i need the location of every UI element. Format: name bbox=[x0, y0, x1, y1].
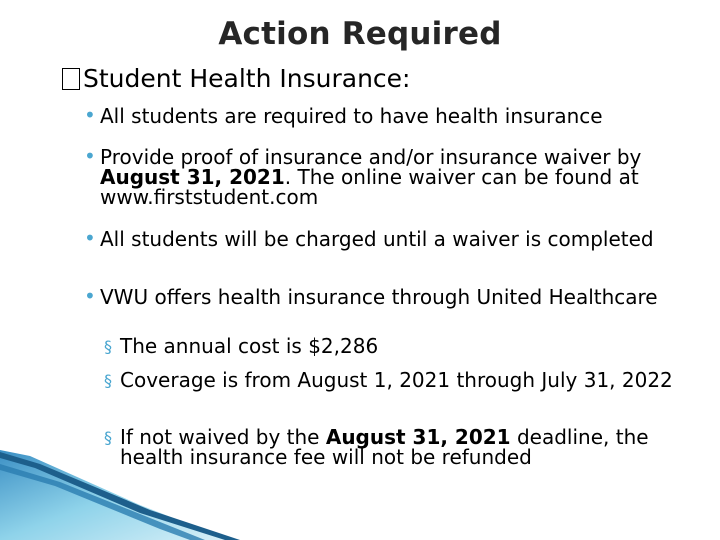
bullet-item bbox=[84, 226, 704, 251]
section-heading-text: Student Health Insurance: bbox=[83, 64, 411, 93]
bullet-text bbox=[84, 144, 704, 209]
bullet-text: All students will be charged until a waiver is completed bbox=[100, 227, 654, 251]
deadline-date: August 31, 2021 bbox=[100, 165, 285, 189]
bullet-text-part: Provide proof of insurance and/or insurance waiver by bbox=[100, 145, 642, 169]
square-bullet-icon: § bbox=[104, 428, 112, 447]
square-bullet-icon: § bbox=[104, 371, 112, 390]
bullet-text: VWU offers health insurance through United Healthcare bbox=[100, 285, 658, 309]
bullet-item bbox=[84, 103, 704, 128]
sub-bullet-text: The annual cost is $2,286 bbox=[120, 334, 379, 358]
round-bullet-icon: • bbox=[84, 284, 96, 308]
sub-bullet-item bbox=[104, 370, 704, 390]
slide-title: Action Required bbox=[218, 16, 502, 52]
deadline-date: August 31, 2021 bbox=[325, 425, 511, 449]
sub-bullet-text-part: If not waived by the bbox=[120, 425, 326, 449]
bullet-text: All students are required to have health insurance bbox=[100, 104, 603, 128]
bullet-text-part: . The online waiver can be found at www.firststudent.com bbox=[100, 165, 639, 209]
sub-bullet-text-part: deadline, the health insurance fee will not be refunded bbox=[120, 425, 649, 469]
sub-bullet-item bbox=[104, 336, 704, 356]
box-icon bbox=[62, 68, 80, 90]
round-bullet-icon: • bbox=[84, 144, 96, 168]
square-bullet-icon: § bbox=[104, 337, 112, 356]
sub-bullet-text: Coverage is from August 1, 2021 through July 31, 2022 bbox=[120, 368, 673, 392]
decorative-wave bbox=[0, 450, 260, 540]
bullet-item bbox=[84, 284, 704, 309]
bullet-item bbox=[84, 144, 704, 209]
section-heading bbox=[62, 64, 410, 93]
round-bullet-icon: • bbox=[84, 226, 96, 250]
round-bullet-icon: • bbox=[84, 103, 96, 127]
